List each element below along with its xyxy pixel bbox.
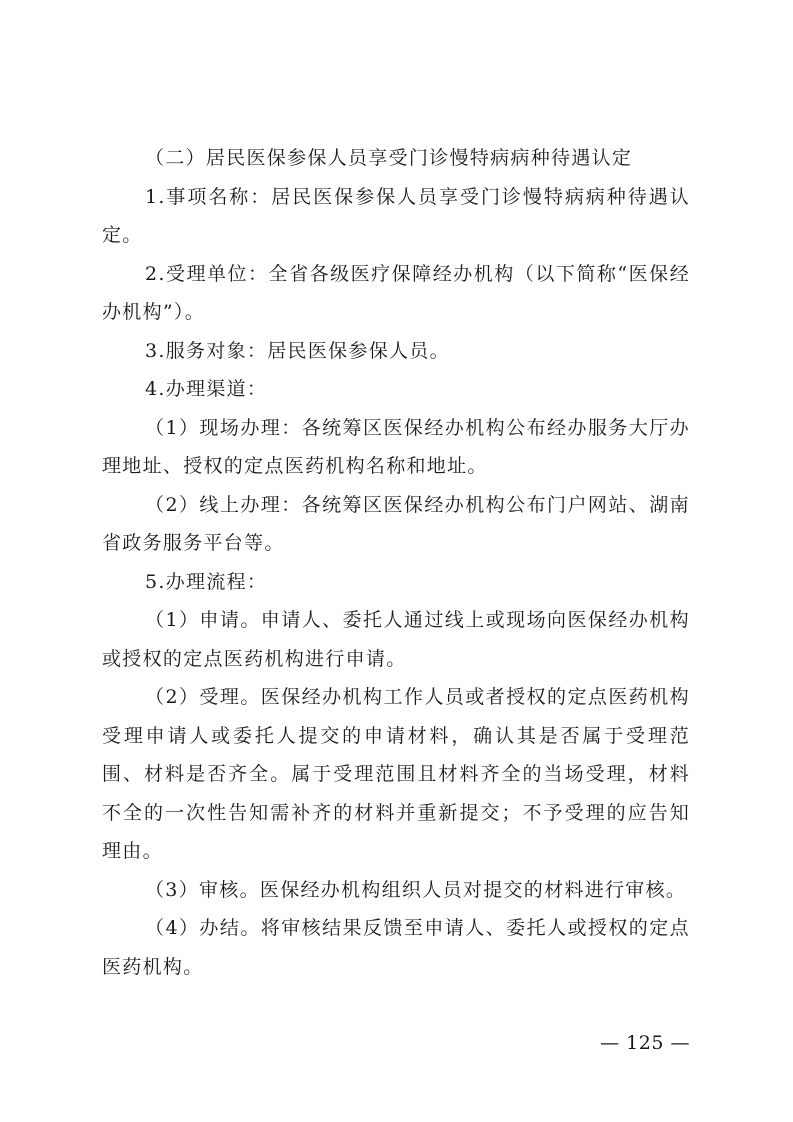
paragraph-service-target: 3.服务对象：居民医保参保人员。 (145, 339, 450, 362)
paragraph-channels-heading: 4.办理渠道： (145, 378, 268, 400)
paragraph-item-name: 1.事项名称：居民医保参保人员享受门诊慢特病病种待遇认定。 (102, 185, 690, 246)
paragraph-step-review: （3）审核。医保经办机构组织人员对提交的材料进行审核。 (145, 878, 687, 901)
paragraph-accepting-unit: 2.受理单位：全省各级医疗保障经办机构（以下简称“医保经办机构”）。 (102, 262, 690, 323)
section-heading: （二）居民医保参保人员享受门诊慢特病病种待遇认定 (145, 147, 633, 169)
paragraph-online-channel: （2）线上办理：各统筹区医保经办机构公布门户网站、湖南省政务服务平台等。 (102, 493, 690, 554)
paragraph-step-apply: （1）申请。申请人、委托人通过线上或现场向医保经办机构或授权的定点医药机构进行申请。 (102, 609, 690, 670)
page-number: — 125 — (600, 1032, 690, 1054)
paragraph-process-heading: 5.办理流程： (145, 570, 268, 593)
document-body (102, 139, 690, 986)
paragraph-step-complete: （4）办结。将审核结果反馈至申请人、委托人或授权的定点医药机构。 (102, 917, 690, 978)
paragraph-step-accept: （2）受理。医保经办机构工作人员或者授权的定点医药机构受理申请人或委托人提交的申请材料，确认其是否属于受理范围、材料是否齐全。属于受理范围且材料齐全的当场受理，材料不全的一次性告知需补齐的材料并重新提交；不予受理的应告知理由。 (102, 686, 690, 862)
paragraph-onsite-channel: （1）现场办理：各统筹区医保经办机构公布经办服务大厅办理地址、授权的定点医药机构名称和地址。 (102, 416, 690, 477)
